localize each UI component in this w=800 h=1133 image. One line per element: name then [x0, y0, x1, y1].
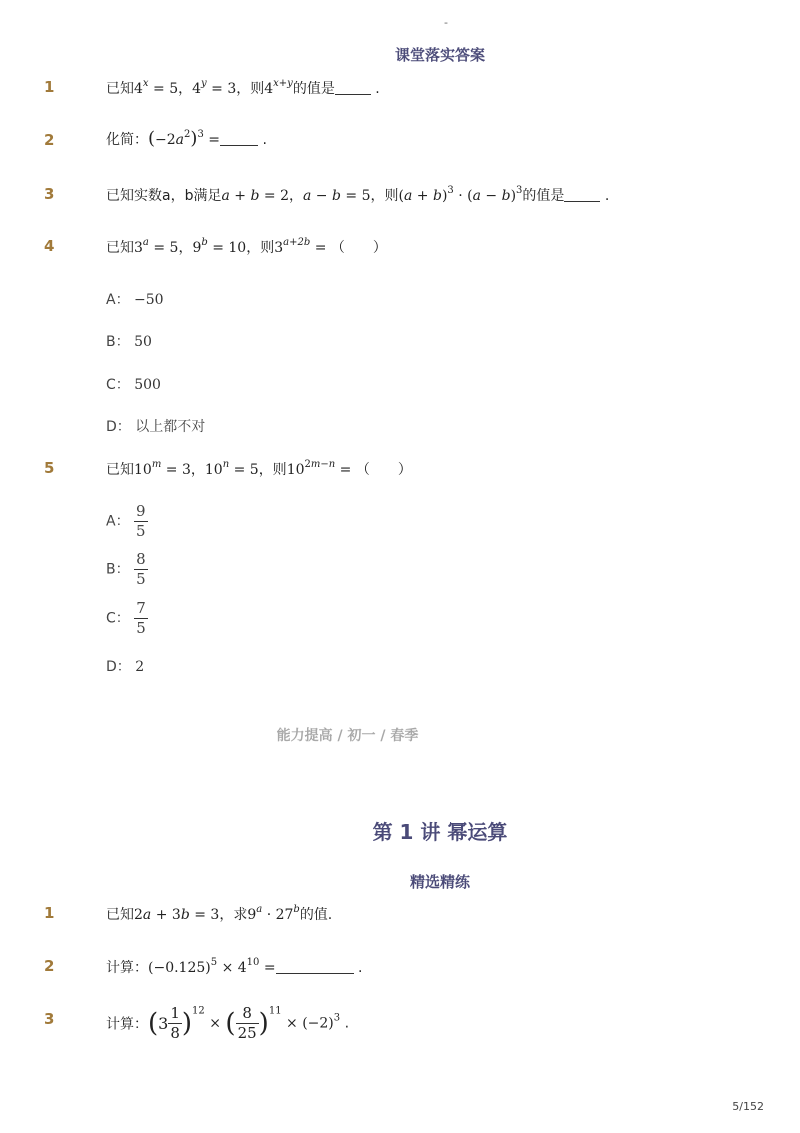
- question-text: 已知实数a，b满足a + b = 2，a − b = 5，则$(a + b)^3 \cdot (a - b)^3$的值是 .: [106, 185, 610, 204]
- question-text: 已知3$^a$ = 5，9$^b$ = 10，则$3^{a+2b}$ = （ ）: [106, 237, 387, 256]
- question-number: 4: [44, 237, 55, 255]
- course-info: 能力提高 / 初一 / 春季: [276, 728, 419, 744]
- option-d[interactable]: D： 2: [106, 659, 145, 675]
- top-mark: -: [444, 16, 448, 29]
- question-number: 1: [44, 904, 55, 922]
- fraction: $\frac{1}{8}$: [170, 1004, 180, 1042]
- lecture-title: 第 1 讲 幂运算: [372, 820, 508, 844]
- section-title: 课堂落实答案: [394, 46, 485, 64]
- page-number: 5/152: [732, 1100, 764, 1113]
- answer-blank: [335, 82, 371, 95]
- question-number: 2: [44, 957, 55, 975]
- question-text: 化简：$(-2a^2)^3$ = .: [106, 128, 267, 149]
- question-number: 5: [44, 459, 55, 477]
- fraction: $\frac{7}{5}$: [136, 599, 146, 637]
- fraction: $\frac{8}{5}$: [136, 550, 146, 588]
- fraction: $\frac{8}{25}$: [237, 1004, 257, 1042]
- answer-blank: [276, 961, 354, 974]
- fraction: $\frac{9}{5}$: [136, 502, 146, 540]
- answer-blank: [564, 189, 600, 202]
- option-b[interactable]: B： 50: [106, 334, 152, 350]
- option-c[interactable]: C： 500: [106, 377, 161, 393]
- question-text: 计算：(3 $\frac{1}{8}$ )$^{12}$ × ( $\frac{8}{25}$ )$^{11} \times (-2)^3$ .: [106, 1004, 350, 1042]
- option-c[interactable]: C： $\frac{7}{5}$: [106, 599, 146, 637]
- answer-blank: [220, 133, 258, 146]
- question-text: 已知10$^m$ = 3，10$^n$ = 5，则$10^{2m-n}$ = （ ）: [106, 459, 412, 478]
- question-number: 2: [44, 131, 55, 149]
- question-text: 已知2a + 3b = 3，求$9^a \cdot 27^b$的值.: [106, 904, 333, 923]
- option-a[interactable]: A： $\frac{9}{5}$: [106, 502, 146, 540]
- option-b[interactable]: B： $\frac{8}{5}$: [106, 550, 146, 588]
- question-text: 计算：$(-0.125)^5 \times 4^{10}$ = .: [106, 957, 363, 976]
- option-a[interactable]: A： −50: [106, 292, 164, 308]
- option-d[interactable]: D： 以上都不对: [106, 419, 206, 435]
- question-number: 3: [44, 185, 55, 203]
- question-number: 1: [44, 78, 55, 96]
- section-subtitle: 精选精练: [409, 873, 470, 891]
- question-text: 已知4$^x$ = 5，4$^y$ = 3，则$4^{x+y}$的值是 .: [106, 78, 380, 97]
- question-number: 3: [44, 1010, 55, 1028]
